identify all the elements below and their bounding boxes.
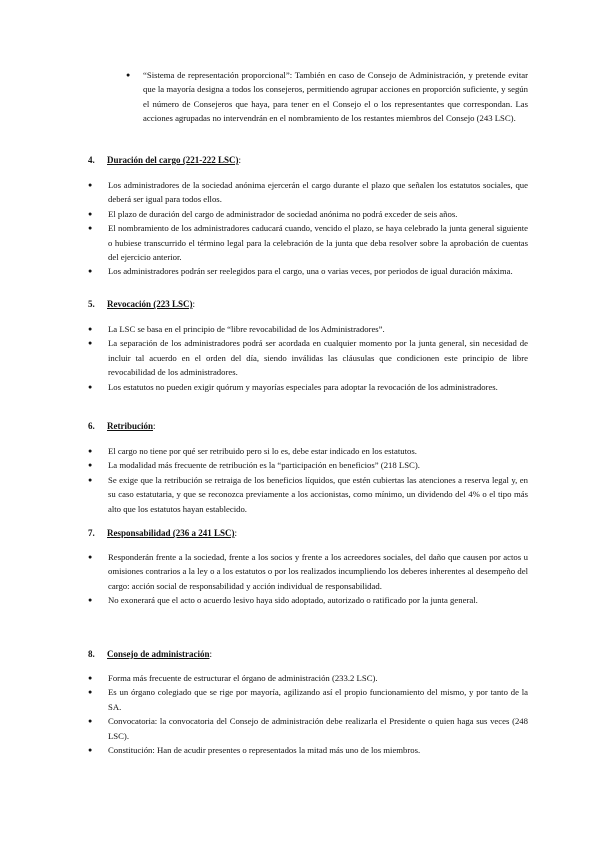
bullet-icon: ●: [88, 475, 93, 484]
item-text: El nombramiento de los administradores caducará cuando, vencido el plazo, se haya celebrado la junta general siguiente o hubiese transcurrido el término legal para la celebración de la junta que deba resolver sobre la aprobación de cuentas del ejercicio anterior.: [108, 223, 528, 263]
list-item: [88, 550, 528, 593]
list-item: [88, 221, 528, 264]
list-item: [88, 444, 528, 458]
item-text: Convocatoria: la convocatoria del Consejo de administración debe realizarla el Presidente o quien haga sus veces (248 LSC).: [108, 716, 528, 741]
bullet-icon: ●: [88, 339, 93, 348]
list-item: [88, 380, 528, 394]
section-7-heading: [88, 527, 237, 539]
item-text: Es un órgano colegiado que se rige por mayoría, agilizando así el propio funcionamiento del mismo, y por tanto de la SA.: [108, 687, 528, 712]
section-4-heading: [88, 154, 241, 166]
list-item: [88, 743, 528, 757]
section-title: Retribución: [107, 421, 153, 431]
section-suffix: :: [192, 299, 196, 309]
section-6-heading: [88, 420, 156, 432]
bullet-icon: ●: [88, 746, 93, 755]
item-text: El cargo no tiene por qué ser retribuido pero si lo es, debe estar indicado en los estatutos.: [108, 446, 417, 456]
list-item: [88, 714, 528, 743]
bullet-icon: ●: [88, 325, 93, 333]
section-number: 8.: [88, 649, 95, 659]
section-suffix: :: [153, 421, 156, 431]
bullet-icon: ●: [88, 688, 93, 697]
section-8-heading: [88, 648, 212, 660]
item-text: La separación de los administradores podrá ser acordada en cualquier momento por la junta general, sin necesidad de incluir tal acuerdo en el orden del día, siendo inválidas las cláusulas que condicionen este principio de libre revocabilidad de los administradores.: [108, 338, 528, 378]
bullet-icon: ●: [88, 382, 93, 391]
bullet-icon: ●: [88, 209, 93, 218]
list-item: [88, 473, 528, 516]
section-4-list: [88, 178, 528, 279]
section-suffix: :: [209, 649, 213, 659]
bullet-icon: ●: [88, 717, 93, 726]
section-6-list: [88, 444, 528, 516]
section-title: Consejo de administración: [107, 649, 210, 659]
list-item: [88, 685, 528, 714]
list-item: [88, 207, 528, 221]
section-number: 6.: [88, 421, 95, 431]
section-5-heading: [88, 298, 195, 310]
list-item: [88, 458, 528, 472]
section-suffix: :: [234, 528, 238, 538]
list-item: [88, 671, 528, 685]
list-item: [88, 264, 528, 278]
list-item: [88, 178, 528, 207]
bullet-icon: ●: [88, 674, 93, 682]
section-title: Responsabilidad (236 a 241 LSC): [107, 528, 235, 538]
section-number: 7.: [88, 528, 95, 538]
intro-paragraph: “Sistema de representación proporcional”: También en caso de Consejo de Administración, y pretende evitar que la mayoría designa a todos los consejeros, permitiendo agrupar acciones en proporción suficiente, y según el número de Consejeros que haya, para tener en el Consejo el o los representantes que correspondan. Las acciones agrupadas no intervendrán en el nombramiento de los restantes miembros del Consejo (243 LSC).: [143, 70, 528, 124]
bullet-icon: ●: [88, 596, 93, 605]
section-title: Revocación (223 LSC): [107, 299, 193, 309]
item-text: Forma más frecuente de estructurar el órgano de administración (233.2 LSC).: [108, 673, 378, 683]
section-number: 5.: [88, 299, 95, 309]
item-text: La LSC se basa en el principio de “libre revocabilidad de los Administradores”.: [108, 324, 385, 334]
item-text: El plazo de duración del cargo de administrador de sociedad anónima no podrá exceder de seis años.: [108, 208, 458, 219]
bullet-icon: ●: [88, 447, 93, 455]
section-7-list: [88, 550, 528, 608]
bullet-icon: ●: [88, 181, 93, 189]
item-text: Los administradores de la sociedad anónima ejercerán el cargo durante el plazo que señalen los estatutos sociales, que deberá ser igual para todos ellos.: [108, 180, 528, 205]
item-text: Los administradores podrán ser reelegidos para el cargo, una o varias veces, por periodos de igual duración máxima.: [108, 266, 513, 277]
item-text: Se exige que la retribución se retraiga de los beneficios líquidos, que estén cubiertas las atenciones a reserva legal y, en su caso estatutaria, y que se reconozca previamente a los accionistas, como mínimo, un dividendo del 4% o el tipo más alto que los estatutos hayan establecido.: [108, 474, 528, 514]
item-text: No exonerará que el acto o acuerdo lesivo haya sido adoptado, autorizado o ratificado por la junta general.: [108, 595, 478, 606]
intro-bullet: ●: [126, 71, 131, 79]
section-5-list: [88, 322, 528, 394]
list-item: [88, 336, 528, 379]
item-text: Los estatutos no pueden exigir quórum y mayorías especiales para adoptar la revocación de los administradores.: [108, 381, 498, 392]
item-text: La modalidad más frecuente de retribución es la “participación en beneficios” (218 LSC).: [108, 460, 420, 471]
bullet-icon: ●: [88, 461, 93, 470]
section-suffix: :: [238, 155, 242, 165]
item-text: Constitución: Han de acudir presentes o representados la mitad más uno de los miembros.: [108, 745, 421, 756]
item-text: Responderán frente a la sociedad, frente a los socios y frente a los acreedores sociales, del daño que causen por actos u omisiones contrarios a la ley o a los estatutos o por los realizados incumpliendo los deberes inherentes al desempeño del cargo: acción social de responsabilidad y acción individual de responsabilidad.: [108, 552, 528, 591]
section-8-list: [88, 671, 528, 757]
section-number: 4.: [88, 155, 95, 165]
list-item: [88, 593, 528, 607]
bullet-icon: ●: [88, 553, 93, 561]
bullet-icon: ●: [88, 267, 93, 276]
section-title: Duración del cargo (221-222 LSC): [107, 155, 239, 165]
bullet-icon: ●: [88, 224, 93, 233]
list-item: [88, 322, 528, 336]
